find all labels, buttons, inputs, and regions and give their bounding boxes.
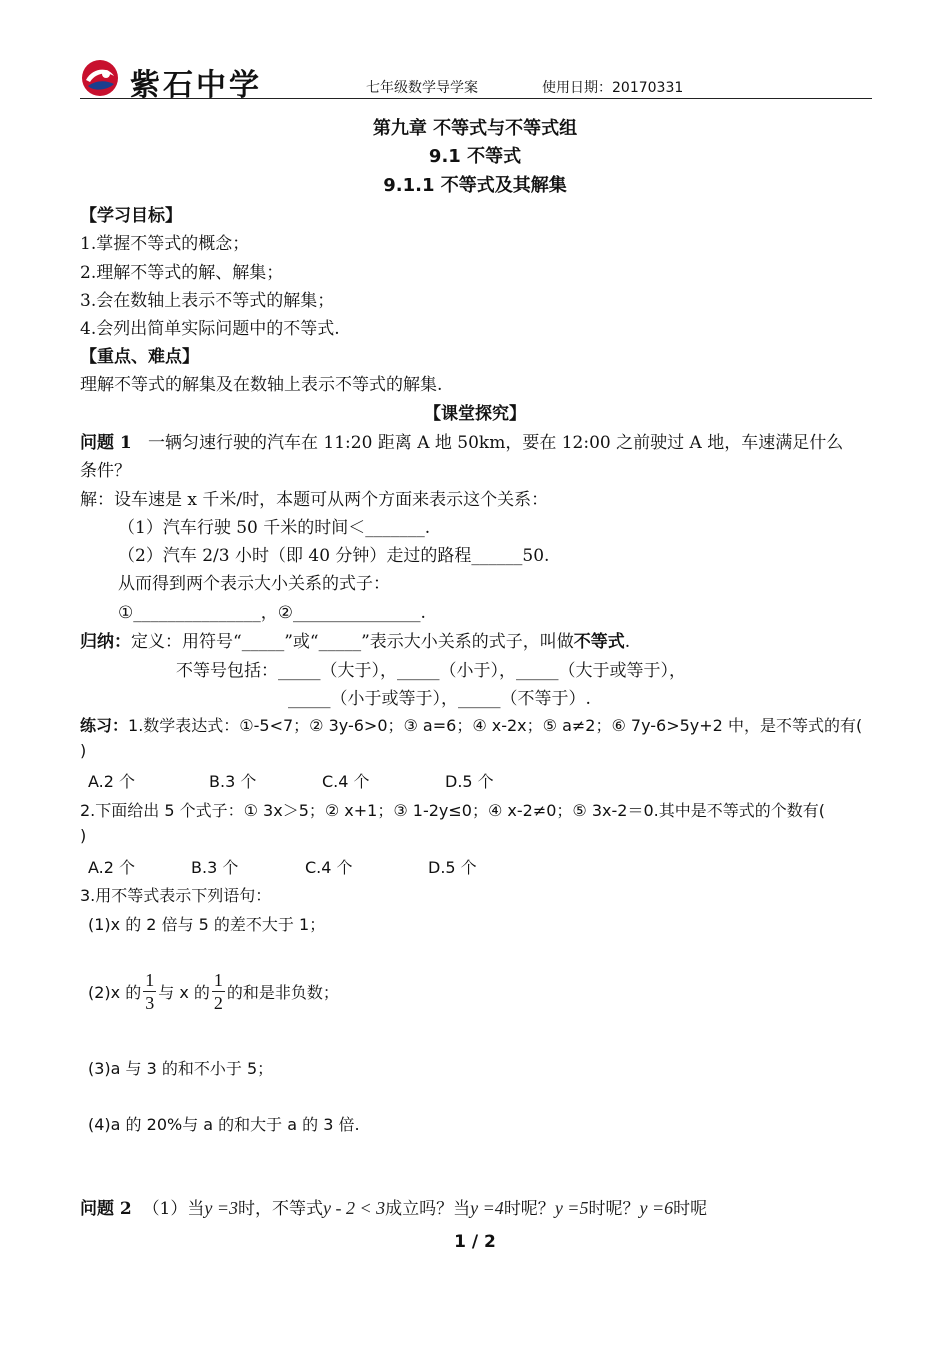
question-2-line	[80, 1194, 707, 1219]
fraction-numerator: 1	[213, 970, 223, 990]
solution-step-1: （1）汽车行驶 50 千米的时间＜_______.	[118, 518, 431, 538]
inequality-signs-1: 不等号包括：_____（大于），_____（小于），_____（大于或等于），	[176, 661, 686, 681]
practice-3-item-2-part-a: (2)x 的	[88, 983, 142, 1002]
question-2-text: 成立吗？当	[385, 1199, 471, 1219]
practice-1-option-d: D.5 个	[445, 772, 494, 791]
question-2-text: 时呢？	[588, 1199, 640, 1219]
objective-item: 1.掌握不等式的概念；	[80, 234, 250, 254]
objectives-heading: 【学习目标】	[80, 206, 182, 226]
practice-1-option-c: C.4 个	[322, 772, 370, 791]
induction-text: 定义：用符号“_____”或“_____”表示大小关系的式子，叫做	[131, 632, 574, 652]
page-number: 1 / 2	[454, 1232, 496, 1252]
subject-label: 七年级数学导学案	[366, 80, 478, 96]
practice-label: 练习：	[80, 716, 129, 735]
objective-item: 2.理解不等式的解、解集；	[80, 263, 284, 283]
solution-step-2: （2）汽车 2/3 小时（即 40 分钟）走过的路程______50.	[118, 546, 550, 566]
practice-3-item-3: (3)a 与 3 的和不小于 5；	[88, 1059, 274, 1078]
practice-2-option-a: A.2 个	[88, 858, 136, 877]
solution-intro: 解：设车速是 x 千米/时，本题可从两个方面来表示这个关系：	[80, 490, 549, 510]
inequality-signs-2: _____（小于或等于），_____（不等于）.	[288, 689, 591, 709]
practice-1-option-b: B.3 个	[209, 772, 257, 791]
question-2-text: 时，不等式	[238, 1199, 324, 1219]
practice-2-option-b: B.3 个	[191, 858, 239, 877]
practice-1	[80, 713, 862, 736]
subsection-title: 9.1.1 不等式及其解集	[383, 175, 567, 196]
objective-item: 3.会在数轴上表示不等式的解集；	[80, 291, 335, 311]
fraction-numerator: 1	[145, 970, 155, 990]
practice-3-item-4: (4)a 的 20%与 a 的和大于 a 的 3 倍.	[88, 1115, 360, 1134]
question-1-label: 问题 1	[80, 433, 132, 453]
practice-2-end: )	[80, 826, 87, 845]
practice-1-text: 1.数学表达式：①-5<7；② 3y-6>0；③ a=6；④ x-2x；⑤ a≠2；⑥ 7y-6>5y+2 中，是不等式的有(	[128, 716, 863, 735]
section-title: 9.1 不等式	[428, 146, 522, 167]
induction-term: 不等式	[573, 632, 625, 652]
practice-2-option-d: D.5 个	[428, 858, 477, 877]
math-expression: y - 2 < 3	[323, 1198, 386, 1218]
objective-item: 4.会列出简单实际问题中的不等式.	[80, 319, 340, 339]
practice-3-item-1: (1)x 的 2 倍与 5 的差不大于 1；	[88, 915, 326, 934]
solution-step-4: ①_______________，②_______________.	[118, 603, 426, 623]
question-2-text: 时呢	[673, 1199, 708, 1219]
key-points-text: 理解不等式的解集及在数轴上表示不等式的解集.	[80, 375, 443, 395]
fraction-one-third	[143, 969, 156, 1014]
practice-3-item-2	[88, 969, 339, 1014]
induction-label: 归纳：	[80, 632, 131, 652]
fraction-one-half	[212, 969, 225, 1014]
practice-1-option-a: A.2 个	[88, 772, 136, 791]
math-expression: y =6	[639, 1198, 674, 1218]
practice-1-end: )	[80, 741, 87, 760]
question-1-text-cont: 条件？	[80, 461, 131, 481]
chapter-title: 第九章 不等式与不等式组	[372, 118, 578, 139]
practice-3-text: 3.用不等式表示下列语句：	[80, 886, 272, 905]
math-expression: y =4	[470, 1198, 504, 1218]
school-logo-icon	[80, 58, 120, 98]
key-points-heading: 【重点、难点】	[80, 347, 199, 367]
fraction-denominator: 3	[145, 993, 155, 1013]
practice-3-item-2-part-c: 的和是非负数；	[226, 983, 339, 1002]
practice-3-item-2-part-b: 与 x 的	[158, 983, 210, 1002]
fraction-denominator: 2	[213, 993, 223, 1013]
math-expression: y =5	[554, 1198, 589, 1218]
school-name: 紫石中学	[130, 68, 262, 103]
question-1-text: 一辆匀速行驶的汽车在 11:20 距离 A 地 50km，要在 12:00 之前驶过 A 地，车速满足什么	[148, 433, 844, 453]
question-2-label: 问题 2	[80, 1199, 132, 1219]
induction-end: .	[624, 632, 631, 652]
induction-line	[80, 627, 630, 652]
math-expression: y =3	[204, 1198, 239, 1218]
practice-2-text: 2.下面给出 5 个式子：① 3x＞5；② x+1；③ 1-2y≤0；④ x-2≠0；⑤ 3x-2＝0.其中是不等式的个数有(	[80, 801, 825, 820]
header-divider	[80, 98, 872, 99]
date-label: 使用日期：20170331	[542, 80, 684, 96]
practice-2-option-c: C.4 个	[305, 858, 353, 877]
question-2-text: （1）当	[142, 1199, 205, 1219]
solution-step-3: 从而得到两个表示大小关系的式子：	[118, 574, 390, 594]
question-2-text: 时呢？	[503, 1199, 555, 1219]
explore-heading: 【课堂探究】	[424, 404, 526, 424]
